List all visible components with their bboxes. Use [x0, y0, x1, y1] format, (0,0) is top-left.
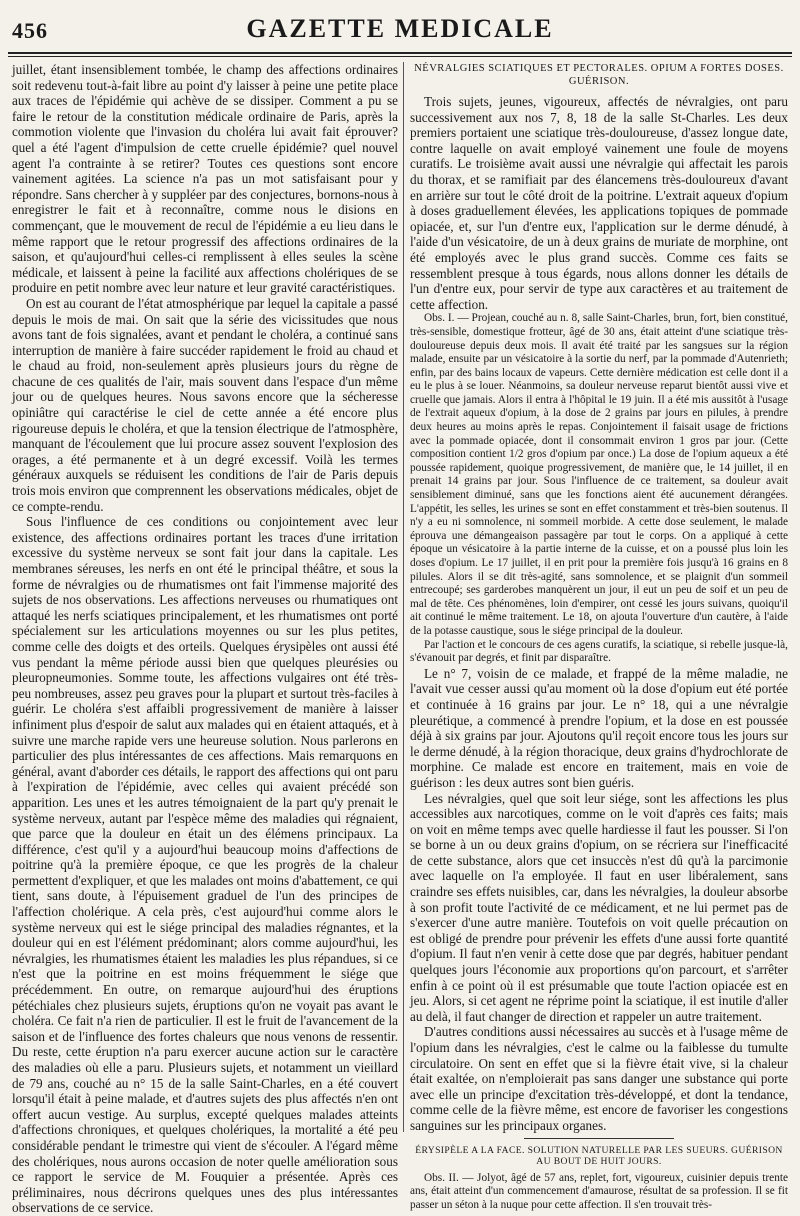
left-paragraph-1: juillet, étant insensiblement tombée, le champ des affections ordinaires soit redevenu tout-à-fait libre au point d'y laisser à peine une petite place aux traces de l'épidémie qui achève de se dissiper. Comment a pu se faire le retour de la constitution médicale ordinaire de Paris, après la commotion violente que l'invasion du choléra lui avait fait éprouver? quel a été l'agent d'impulsion de cette cruelle épidémie? quel nouvel agent l'a contrainte à se retirer? Toutes ces questions sont encore vainement agitées. La science n'a pas un mot satisfaisant pour y répondre. Sans chercher à y suppléer par des conjectures, bornons-nous à enregistrer le fait et à reconnaître, comme nous le disions en commençant, que le mouvement de recul de l'épidémie a eu lieu dans le même rapport que le retour progressif des affections ordinaires de la saison, et qu'aujourd'hui celles-ci remplissent à elles seules la scène médicale, et laissent à peine la facilité aux affections cholériques de se produire en petit nombre avec leur nature et leur gravité caractéristiques.	[12, 62, 398, 296]
page-header	[8, 14, 792, 48]
paragraph-conditions: D'autres conditions aussi nécessaires au succès et à l'usage même de l'opium dans les névralgies, c'est le calme ou la faiblesse du tumulte circulatoire. On sent en effet que si la fièvre était vive, si la chaleur était exaltée, on n'emploierait pas sans danger une substance qui porte avec elle un principe d'excitation très-développé, et dont la tendance, comme celle de la fièvre même, est encore de favoriser les congestions sanguines sur les principaux organes.	[410, 1024, 788, 1133]
right-column	[410, 62, 788, 1211]
header-rule	[8, 52, 792, 54]
section-separator	[524, 1138, 674, 1139]
page-number: 456	[12, 18, 48, 43]
section-heading-erysipele: ÉRYSIPÈLE A LA FACE. SOLUTION NATURELLE PAR LES SUEURS. GUÉRISON AU BOUT DE HUIT JOURS.	[415, 1144, 783, 1168]
journal-title: GAZETTE MEDICALE	[246, 14, 554, 43]
left-paragraph-3: Sous l'influence de ces conditions ou conjointement avec leur existence, des affections ordinaires portant les traces d'une irritation excessive du système nerveux se sont fait jour dans la capitale. Les membranes séreuses, les nerfs en ont été le principal théâtre, et sous la forme de névralgies ou de rhumatismes ont fait l'immense majorité des sujets de nos observations. Les affections nerveuses ou rhumatiques ont attaqué les nerfs sciatiques principalement, et les rhumatismes ont porté spécialement sur les articulations moyennes ou sur les plus petites, comme celle des doigts et des orteils. Quelques érysipèles ont aussi été vus pendant la même période aussi bien que quelques pleurésies ou pleuropneumonies. Somme toute, les affections vulgaires ont été très-peu nombreuses, assez peu graves pour la plupart et surtout très-faciles à guérir. Le choléra s'est affaibli progressivement de manière à laisser infiniment plus d'espoir de salut aux malades qui en étaient attaqués, et à suivre une marche rapide vers une heureuse solution. Nous parlerons en particulier des plus intéressantes de ces affections. Mais remarquons en général, avant d'aborder ces détails, le rapport des affections qui ont paru à l'expiration de l'épidémie, avec celles qui avaient précédé son apparition. Les unes et les autres témoignaient de la part qu'y prenait le système nerveux, autant par l'espèce même des maladies qui régnaient, que parce que la douleur en était un des élémens principaux. La différence, c'est qu'il y a aujourd'hui beaucoup moins d'affections de poitrine qu'à la première époque, ce que les progrès de la chaleur permettent d'expliquer, et que les malades ont moins d'abattement, ce qui tient, sans doute, à l'épuisement graduel de l'un des principes de l'affection cholérique. A cela près, c'est aujourd'hui comme alors le système nerveux qui est le siége principal des maladies régnantes, et la douleur qui en est l'élément prédominant; alors comme aujourd'hui, les névralgies, les rhumatismes étaient les maladies les plus répandues, si ce n'est que la poitrine en est moins fréquemment le siége que précédemment. En outre, on remarque aujourd'hui des éruptions pétéchiales chez plusieurs sujets, éruptions qu'on ne voyait pas avant le choléra. Ce fait n'a rien de particulier. Il est le fruit de l'avancement de la saison et de l'influence des fortes chaleurs que nous venons de ressentir. Du reste, cette éruption n'a paru exercer aucune action sur le caractère des maladies où elle a paru. Plusieurs sujets, et notamment un vieillard de 79 ans, couché au n° 15 de la salle Saint-Charles, en a été couvert lorsqu'il était à peine malade, et d'autres sujets des plus affectés n'en ont offert aucun vestige. Au surplus, excepté quelques malades atteints d'affections chroniques, et quelques cholériques, la mortalité a été peu considérable pendant le trimestre qui vient de s'écouler. A l'égard même des cholériques, nous aurons occasion de noter quelle amélioration sous ce rapport le service de M. Fouquier a présentée. Après ces préliminaires, nous décrirons quelques unes des plus intéressantes observations de ce service.	[12, 514, 398, 1216]
observation-2: Obs. II. — Jolyot, âgé de 57 ans, replet, fort, vigoureux, cuisinier depuis trente ans, était atteint d'un commencement d'amaurose, résultat de sa profession. Il se fit passer un séton à la nuque pour cette affection. Il s'en trouvait très-	[410, 1171, 788, 1211]
left-column	[12, 62, 398, 1216]
column-divider	[403, 62, 404, 1132]
paragraph-nevralgies: Les névralgies, quel que soit leur siége, sont les affections les plus accessibles aux narcotiques, comme on le voit d'après ces faits; mais on voit en même temps avec quelle hardiesse il faut les pousser. Si l'on se borne à un ou deux grains d'opium, on se récriera sur l'inefficacité de cette substance, alors que cet insuccès n'est dû qu'à la parcimonie avec laquelle on l'a employée. Il faut en user libéralement, sans craindre ses effets nuisibles, car, dans les névralgies, la douleur absorbe à son profit toute l'activité de ce médicament, et ne lui permet pas de s'exercer d'une autre manière. Toutefois on voit quelle précaution on est obligé de prendre pour prévenir les effets d'une aussi forte quantité d'opium. Il faut n'en venir à cette dose que par degrés, habituer pendant quelques jours l'économie aux proportions qu'on parcourt, et s'arrêter enfin à ce point où il est présumable que toute l'action opiacée est en jeu. Alors, si cet agent ne réprime point la sciatique, il est inutile d'aller au delà, il faut changer de direction et rappeler un autre traitement.	[410, 790, 788, 1024]
header-rule-thin	[8, 56, 792, 57]
observation-1: Obs. I. — Projean, couché au n. 8, salle Saint-Charles, brun, fort, bien constitué, très-sensible, domestique frotteur, âgé de 30 ans, était atteint d'une sciatique très-douloureuse depuis deux mois. Il avait été traité par les sangsues sur la région malade, ensuite par un vésicatoire à la sortie du nerf, par la pommade d'Autenrieth; enfin, par des bains locaux de vapeurs. Cette dernière médication est celle dont il a eu le plus à se louer. Néanmoins, sa douleur nerveuse reparut bientôt aussi vive et cruelle que jamais. Alors il entra à l'hôpital le 19 juin. Il a été mis aussitôt à l'usage de l'extrait aqueux d'opium, à la dose de 2 grains par jours en pilules, à prendre deux heures au moins après le repas. Conjointement il faisait usage de frictions avec la pommade opiacée, dont il consommait environ 1 gros par jour. (Cette composition contient 1/2 gros d'opium par once.) La dose de l'opium aqueux a été poussée rapidement, quoique progressivement, de manière que, le 14 juillet, il en prenait 14 grains par jour. Sous l'influence de ce traitement, sa douleur avait sensiblement diminué, sans que les fonctions aient été aucunement dérangées. L'appétit, les selles, les urines se sont en effet constamment et très-bien soutenus. Il n'y a eu ni somnolence, ni sommeil morbide. A cette dose seulement, le malade éprouva une démangeaison passagère par tout le corps. On a appliqué à cette époque un vésicatoire à la partie interne de la cuisse, et on a poussé plus loin les doses d'opium. Le 17 juillet, il en prit pour la première fois jusqu'à 16 grains en 8 pilules. Alors il se dit très-agité, sans somnolence, et se plaignit d'un sommeil entrecoupé; ses garderobes manquèrent un jour, il eut un peu de soif et un peu de mal de tête. Ces phénomènes, loin d'empirer, ont cessé les jours suivans, quoiqu'il ait continué le même traitement. Le 18, on ajouta l'ouverture d'un cautère, à l'aide de la potasse caustique, sous le siége principal de la douleur.	[410, 312, 788, 637]
observation-1-conclusion: Par l'action et le concours de ces agens curatifs, la sciatique, si rebelle jusque-là, s'évanouit par degrés, et finit par disparaître.	[410, 638, 788, 665]
left-paragraph-2: On est au courant de l'état atmosphérique par lequel la capitale a passé depuis le mois de mai. On sait que la série des vicissitudes que nous avons tant de fois signalées, avant et pendant le choléra, a continué sans interruption de manière à faire succéder rapidement le froid au chaud et le chaud au froid, non-seulement après plusieurs jours du règne de chacune de ces qualités de l'air, mais souvent dans l'espace d'un même jour ou de quelques heures. Nous savons encore que la sécheresse opiniâtre qui caractérise le ciel de cette année a été encore plus rigoureuse depuis le choléra, et que la tension électrique de l'atmosphère, manquant de l'écoulement que lui procure assez souvent l'explosion des orages, a été permanente et à un degré excessif. Voilà les termes généraux auxquels se réduisent les conditions de l'air de Paris depuis trois mois environ que comprennent les observations médicales, objet de ce compte-rendu.	[12, 295, 398, 514]
section1-intro: Trois sujets, jeunes, vigoureux, affectés de névralgies, ont paru successivement aux nos 7, 8, 18 de la salle St-Charles. Les deux premiers portaient une sciatique très-douloureuse, d'assez longue date, contre laquelle on avait employé vainement une foule de moyens curatifs. Le troisième avait aussi une névralgie qui affectait les parois du thorax, et se ramifiait par des élancemens très-douloureux d'avant en arrière sur tout le côté droit de la poitrine. L'extrait aqueux d'opium à doses graduellement élevées, les applications topiques de pommade opiacée, et, sur l'un d'entre eux, l'application sur le derme dénudé, à l'aide d'un vésicatoire, de un à deux grains de muriate de morphine, ont été employés avec le plus grand succès. Comme ces faits se ressemblent presque à tous égards, nous allons donner les détails de l'un d'entre eux, pour servir de type aux caractères et au traitement de cette affection.	[410, 94, 788, 312]
paragraph-patient-7: Le n° 7, voisin de ce malade, et frappé de la même maladie, ne l'avait vue cesser aussi qu'au moment où la dose d'opium eut été portée et continuée à 16 grains par jour. Le n° 18, qui a une névralgie pleurétique, a commencé à prendre l'opium, et la dose en est poussée déjà à six grains par jour. Ajoutons qu'il reçoit encore tous les jours sur le derme dénudé, à la région thoracique, deux grains d'hydrochlorate de morphine. Ce malade est encore en traitement, mais en voie de guérison : les deux autres sont bien guéris.	[410, 665, 788, 790]
section-heading-nevralgies: NÉVRALGIES SCIATIQUES ET PECTORALES. OPIUM A FORTES DOSES. GUÉRISON.	[414, 63, 784, 87]
